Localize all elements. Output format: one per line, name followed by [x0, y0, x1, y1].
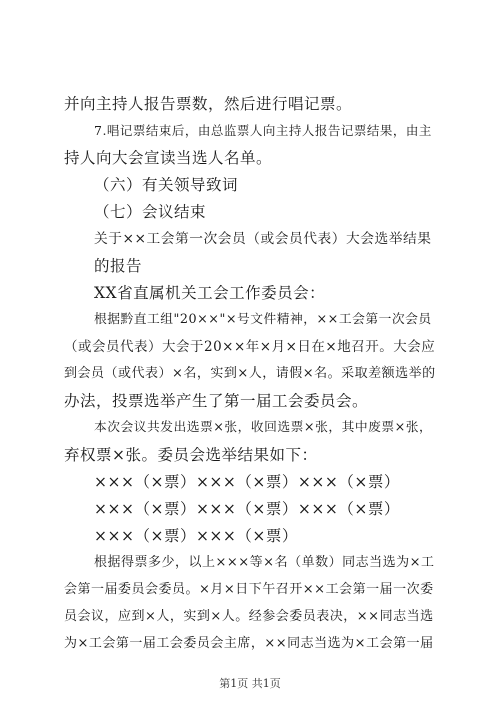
- paragraph-line: （或会员代表）大会于20××年×月×日在×地召开。大会应: [64, 339, 436, 355]
- paragraph-line: 员会议，应到×人，实到×人。经参会委员表决，××同志当选: [64, 609, 434, 624]
- paragraph-line: 根据黔直工组"20××"×号文件精神，××工会第一次会员: [94, 312, 432, 327]
- paragraph-line: 7.唱记票结束后，由总监票人向主持人报告记票结果，由主: [94, 123, 432, 138]
- vote-result-line: ×××（×票）×××（×票）×××（×票）: [94, 473, 400, 491]
- vote-result-line: ×××（×票）×××（×票）: [94, 527, 298, 545]
- addressee: XX省直属机关工会工作委员会：: [94, 284, 326, 302]
- paragraph-line: 会第一届委员会委员。×月×日下午召开××工会第一届一次委: [64, 582, 434, 597]
- paragraph-line: 为×工会第一届工会委员会主席，××同志当选为×工会第一届: [64, 636, 434, 651]
- section-heading: （七）会议结束: [94, 203, 207, 221]
- section-heading: （六）有关领导致词: [94, 176, 239, 194]
- page-footer: 第1页 共1页: [219, 677, 281, 690]
- paragraph-line: 本次会议共发出选票×张，收回选票×张，其中废票×张，: [94, 420, 433, 435]
- report-title: 关于××工会第一次会员（或会员代表）大会选举结果: [94, 231, 432, 247]
- paragraph-line: 根据得票多少，以上×××等×名（单数）同志当选为×工: [94, 555, 435, 570]
- report-title: 的报告: [94, 257, 143, 275]
- paragraph-line: 到会员（或代表）×名，实到×人，请假×名。采取差额选举的: [64, 366, 436, 381]
- paragraph-line: 弃权票×张。委员会选举结果如下：: [64, 446, 318, 464]
- paragraph-line: 持人向大会宣读当选人名单。: [64, 149, 273, 167]
- vote-result-line: ×××（×票）×××（×票）×××（×票）: [94, 500, 400, 518]
- paragraph-line: 并向主持人报告票数，然后进行唱记票。: [64, 95, 353, 113]
- paragraph-line: 办法，投票选举产生了第一届工会委员会。: [64, 392, 369, 410]
